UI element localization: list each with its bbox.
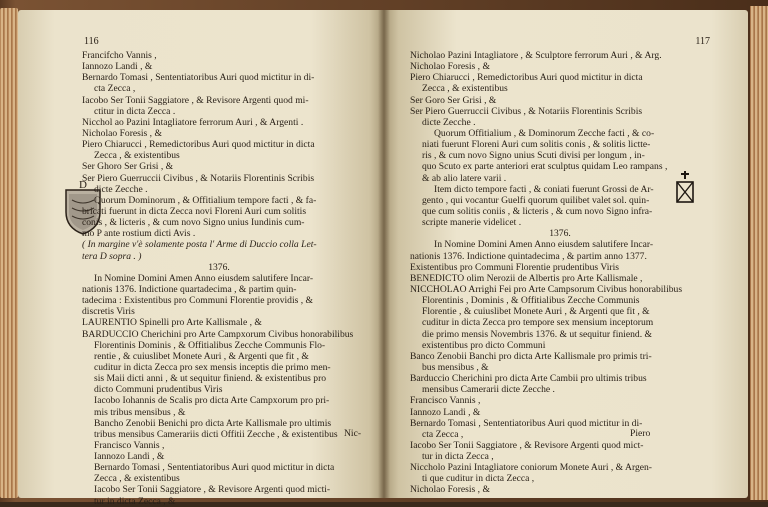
text-line: Iannozo Landi , & bbox=[82, 61, 153, 73]
text-line: In Nomine Domini Amen Anno eiusdem salutifere Incar- bbox=[94, 272, 314, 284]
text-line: cuditur in dicta Zecca pro tempore sex mensium inceptorum bbox=[422, 317, 654, 329]
text-line: tur in dicta Zecca , & bbox=[94, 495, 176, 507]
text-line: Francisco Vannis , bbox=[410, 395, 481, 407]
text-line: existentibus pro dicto Communi bbox=[422, 339, 546, 351]
text-line: tur in dicta Zecca , bbox=[422, 451, 494, 463]
text-line: gento , qui vocantur Guelfi quorum quilibet valet sol. quin- bbox=[422, 194, 650, 206]
text-line: mo P ante rostium dicti Avis . bbox=[82, 228, 196, 240]
text-line: Barduccio Cherichini pro dicta Arte Cambii pro ultimis tribus bbox=[410, 373, 647, 385]
text-line: nationis 1376. Indictione quintadecima , & partim anno 1377. bbox=[410, 250, 647, 262]
text-line: ctitur in dicta Zecca . bbox=[94, 105, 176, 117]
text-line: Banco Zenobii Banchi pro dicta Arte Kallismale pro primis tri- bbox=[410, 350, 652, 362]
text-line: In Nomine Domini Amen Anno eiusdem salutifere Incar- bbox=[434, 239, 654, 251]
text-line: Zecca , & existentibus bbox=[422, 83, 508, 95]
text-line: Iacobo Ser Tonii Saggiatore , & Revisore Argenti quod micti- bbox=[94, 484, 331, 496]
text-line: Niccholo Pazini Intagliatore coniorum Monete Auri , & Argen- bbox=[410, 462, 653, 474]
left-page bbox=[18, 10, 384, 507]
text-line: Bernardo Tomasi , Sententiatoribus Auri quod mictitur in di- bbox=[410, 417, 643, 429]
text-line: Florentinis Dominis , & Offitialibus Zecche Communis Flo- bbox=[94, 339, 326, 351]
text-line: Ser Goro Ser Grisi , & bbox=[410, 94, 497, 106]
text-line: Ser Piero Guerruccii Civibus , & Notariis Florentinis Scribis bbox=[82, 172, 315, 184]
right-page bbox=[384, 10, 748, 498]
text-line: mis tribus mensibus , & bbox=[94, 406, 186, 418]
text-line: Item dicto tempore facti , & coniati fuerunt Grossi de Ar- bbox=[434, 183, 654, 195]
text-line: cuditur in dicta Zecca pro sex mensis inceptis die primo men- bbox=[94, 361, 331, 373]
text-line: Quorum Offitialium , & Dominorum Zecche facti , & co- bbox=[434, 127, 655, 139]
catchword: Piero bbox=[630, 428, 651, 439]
text-line: dicte Zecche . bbox=[422, 116, 476, 128]
text-line: Existentibus pro Communi Florentie prudentibus Viris bbox=[410, 261, 619, 273]
text-line: Nicchol ao Pazini Intagliatore ferrorum Auri , & Argenti . bbox=[82, 116, 304, 128]
text-line: ( In margine v'è solamente posta l' Arme di Duccio colla Let- bbox=[82, 239, 317, 251]
text-line: ris , & cum novo Signo unius Scuti divisi per longum , in- bbox=[422, 150, 645, 162]
text-line: tera D sopra . ) bbox=[82, 250, 142, 262]
text-line: Nicholao Foresis , & bbox=[410, 61, 490, 73]
text-line: bus mensibus , & bbox=[422, 361, 489, 373]
text-line: LAURENTIO Spinelli pro Arte Kallismale , & bbox=[82, 317, 262, 329]
text-line: dicte Zecche . bbox=[94, 183, 148, 195]
text-line: 1376. bbox=[208, 261, 230, 273]
page-number: 116 bbox=[84, 36, 99, 47]
text-line: Quorum Dominorum , & Offitialium tempore facti , & fa- bbox=[94, 194, 317, 206]
text-line: Zecca , & existentibus bbox=[94, 473, 180, 485]
text-line: Iacobo Iohannis de Scalis pro dicta Arte Campxorum pro pri- bbox=[94, 395, 330, 407]
text-line: tadecima : Existentibus pro Communi Florentie providis , & bbox=[82, 295, 314, 307]
text-line: tribus mensibus Camerariis dicti Offitii Zecche , & existentibus bbox=[94, 428, 338, 440]
text-line: Nicholao Pazini Intagliatore , & Sculptore ferrorum Auri , & Arg. bbox=[410, 50, 662, 61]
text-line: bricati fuerunt in dicta Zecca novi Floreni Auri cum solitis bbox=[82, 205, 307, 217]
page-edges-left bbox=[0, 8, 18, 498]
text-line: que cum solitis coniis , & licteris , & cum novo Signo infra- bbox=[422, 205, 653, 217]
text-line: conis , & licteris , & cum novo Signo unius Iundinis cum- bbox=[82, 217, 305, 229]
page-edges-right bbox=[750, 6, 768, 500]
text-line: Iacobo Ser Tonii Saggiatore , & Revisore Argenti quod mi- bbox=[82, 94, 309, 106]
text-line: Iacobo Ser Tonii Saggiatore , & Revisore Argenti quod mict- bbox=[410, 439, 644, 451]
text-line: cta Zecca , bbox=[94, 83, 136, 95]
text-line: Zecca , & existentibus bbox=[94, 150, 180, 162]
cross-shield-icon bbox=[672, 170, 698, 204]
text-line: die primo mensis Novembris 1376. & ut sequitur finiend. & bbox=[422, 328, 652, 340]
text-line: Nicholao Foresis , & bbox=[410, 484, 490, 496]
text-line: rentie , & cuiuslibet Monete Auri , & Argenti que fit , & bbox=[94, 350, 309, 362]
text-line: Florentinis , Dominis , & Offitialibus Zecche Communis bbox=[422, 295, 640, 307]
left-page-text bbox=[70, 50, 368, 507]
text-line: Iannozo Landi , & bbox=[410, 406, 481, 418]
catchword: Nic- bbox=[344, 428, 362, 439]
text-line: Francisco Vannis , bbox=[94, 439, 165, 451]
text-line: mensibus Camerarii dicte Zecche . bbox=[422, 384, 555, 396]
text-line: Florentie , & cuiuslibet Monete Auri , & Argenti que fit , & bbox=[422, 306, 650, 318]
text-line: BARDUCCIO Cherichini pro Arte Campxorum Civibus honorabilibus bbox=[82, 328, 354, 340]
text-line: 1376. bbox=[549, 228, 571, 240]
text-line: Bancho Zenobii Benichi pro dicta Arte Kallismale pro ultimis bbox=[94, 417, 332, 429]
shield-letter: D bbox=[79, 179, 87, 191]
text-line: BENEDICTO olim Nerozii de Albertis pro Arte Kallismale , bbox=[410, 272, 643, 284]
text-line: discretis Viris bbox=[82, 306, 135, 318]
text-line: Ser Ghoro Ser Grisi , & bbox=[82, 161, 174, 173]
text-line: Bernardo Tomasi , Sententiatoribus Auri quod mictitur in di- bbox=[82, 72, 315, 84]
page-number: 117 bbox=[695, 36, 710, 47]
text-line: & ab alio latere varii . bbox=[422, 172, 507, 184]
text-line: Piero Chiarucci , Remedictoribus Auri quod mictitur in dicta bbox=[410, 72, 643, 84]
right-page-text bbox=[410, 50, 710, 496]
text-line: Nicholao Foresis , & bbox=[82, 127, 162, 139]
text-line: ti que cuditur in dicta Zecca , bbox=[422, 473, 535, 485]
text-line: niati fuerunt Floreni Auri cum solitis conis , & solitis lictte- bbox=[422, 139, 651, 151]
text-line: nationis 1376. Indictione quartadecima , & partim quin- bbox=[82, 283, 297, 295]
text-line: Iannozo Landi , & bbox=[94, 451, 165, 463]
text-line: Ser Piero Guerruccii Civibus , & Notariis Florentinis Scribis bbox=[410, 105, 643, 117]
text-line: quo Scuto ex parte anteriori erat sculptus quidam Leo rampans , bbox=[422, 161, 668, 173]
text-line: Bernardo Tomasi , Sententiatoribus Auri quod mictitur in dicta bbox=[94, 462, 335, 474]
text-line: sis Maii dicti anni , & ut sequitur finiend. & existentibus pro bbox=[94, 373, 327, 385]
text-line: scripte manerie videlicet . bbox=[422, 217, 522, 229]
text-line: cta Zecca , bbox=[422, 428, 464, 440]
book-gutter bbox=[378, 10, 390, 498]
text-line: NICCHOLAO Arrighi Fei pro Arte Campsorum Civibus honorabilibus bbox=[410, 283, 683, 295]
text-line: Piero Chiarucci , Remedictoribus Auri quod mictitur in dicta bbox=[82, 139, 315, 151]
text-line: dicto Communi prudentibus Viris bbox=[94, 384, 223, 396]
text-line: Francifcho Vannis , bbox=[82, 50, 157, 61]
